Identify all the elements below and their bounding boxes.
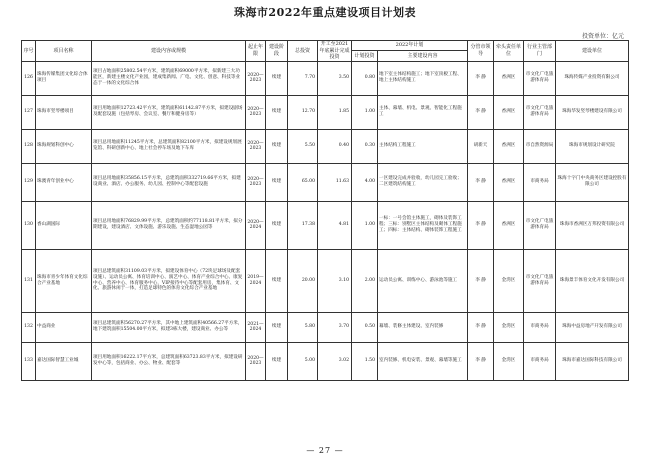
header-cumulative: 开工至2021年底累计完成投资 — [319, 41, 350, 60]
page-footer: — 27 — — [306, 446, 344, 455]
cell-leader: 李 静 — [468, 201, 494, 249]
table-row — [22, 61, 629, 95]
cell-name: 香山湖国际 — [36, 201, 92, 249]
cell-plan-content: 幕墙、装修主体建设、室内装修 — [378, 312, 468, 342]
header-stage: 建设阶段 — [266, 41, 288, 62]
cell-years: 2019—2024 — [246, 249, 266, 312]
cell-content: 项目用地面积12723.42平方米，建筑面积61142.87平方米，拟建设剧场及配套设施（包括琴房、会议室、餐厅和健身房等） — [92, 95, 246, 129]
cell-plan-invest: 1.00 — [352, 95, 378, 129]
cell-name: 珠海市青少年体育文化综合产业基地 — [36, 249, 92, 312]
cell-leader: 李 静 — [468, 163, 494, 201]
cell-leader: 李 静 — [468, 342, 494, 380]
project-table — [21, 40, 629, 381]
table-row — [22, 312, 629, 342]
cell-seq: 130 — [22, 201, 36, 249]
cell-district: 市商务局 — [524, 163, 556, 201]
cell-name: 嘉达国际智慧工业城 — [36, 342, 92, 380]
cell-seq: 131 — [22, 249, 36, 312]
cell-plan-content: 地下室主体结构施工；地下室顶板工程、地上主体结构施工 — [378, 61, 468, 95]
cell-stage: 续建 — [266, 312, 288, 342]
cell-owner: 珠海传媒产业投资有限公司 — [556, 61, 629, 95]
cell-stage: 续建 — [266, 163, 288, 201]
cell-years: 2020—2023 — [246, 95, 266, 129]
cell-cumulative: 4.81 — [318, 201, 352, 249]
cell-seq: 133 — [22, 342, 36, 380]
cell-stage: 续建 — [266, 129, 288, 163]
header-name: 项目名称 — [36, 41, 92, 62]
cell-leader: 胡新天 — [468, 129, 494, 163]
cell-plan-content: 主体、幕墙、机电、景观、智能化工程施工 — [378, 95, 468, 129]
cell-plan-content: 运动员公寓、训练中心、游泳池等施工 — [378, 249, 468, 312]
cell-dept: 香洲区 — [494, 201, 524, 249]
cell-owner: 珠海景丰体育文化开发有限公司 — [556, 249, 629, 312]
cell-leader: 李 静 — [468, 95, 494, 129]
cell-leader: 李 静 — [468, 249, 494, 312]
table-row — [22, 95, 629, 129]
cell-seq: 129 — [22, 163, 36, 201]
cell-content: 项目总建筑面积56270.27平方米，其中地上建筑面积40566.27平方米，地下建筑面积15504.00平方米，拟建3栋大楼，建设商业、办公等 — [92, 312, 246, 342]
cell-district: 市商务局 — [524, 312, 556, 342]
table-row — [22, 342, 629, 380]
cell-district: 市文化广电旅游体育局 — [524, 61, 556, 95]
header-plan-group: 2022年计划 — [352, 41, 468, 51]
cell-years: 2020—2024 — [246, 201, 266, 249]
cell-dept: 金湾区 — [494, 312, 524, 342]
table-row — [22, 163, 629, 201]
header-leader: 分管市领导 — [468, 41, 494, 62]
cell-years: 2020—2023 — [246, 61, 266, 95]
header-total: 总投资 — [288, 41, 318, 62]
cell-district: 市自然资源局 — [524, 129, 556, 163]
cell-plan-content: 一区建设完成并验收，幼儿园完工验收；二区建筑结构施工 — [378, 163, 468, 201]
cell-plan-content: 室内装修、机电安装、景观、幕墙等施工 — [378, 342, 468, 380]
cell-name: 中益商业 — [36, 312, 92, 342]
header-owner: 建设单位 — [556, 41, 629, 62]
cell-name: 珠澳青年创业中心 — [36, 163, 92, 201]
cell-owner: 珠海十字门中央商务区建设控股有限公司 — [556, 163, 629, 201]
cell-plan-content: 主体结构工程施工 — [378, 129, 468, 163]
cell-cumulative: 3.70 — [318, 312, 352, 342]
cell-cumulative: 3.50 — [318, 61, 352, 95]
cell-plan-invest: 4.00 — [352, 163, 378, 201]
header-plan-invest: 计划投资 — [352, 51, 378, 61]
cell-total: 5.50 — [288, 129, 318, 163]
cell-leader: 李 静 — [468, 61, 494, 95]
cell-plan-content: 一标：一号会馆主体施工，砌体及装饰工程；三标：别墅区主体结构及砌体工程施工；四标：主体结构、砌体装饰工程施工 — [378, 201, 468, 249]
cell-dept: 香洲区 — [494, 163, 524, 201]
cell-content: 项目总用地面积11245平方米，总建筑面积82100平方米，拟建设规划展览馆、科研创新中心、地上社会停车场及地下车库 — [92, 129, 246, 163]
cell-years: 2020—2023 — [246, 163, 266, 201]
cell-total: 12.70 — [288, 95, 318, 129]
cell-years: 2021—2024 — [246, 312, 266, 342]
cell-plan-invest: 1.50 — [352, 342, 378, 380]
cell-plan-invest: 0.80 — [352, 61, 378, 95]
cell-dept: 金湾区 — [494, 249, 524, 312]
cell-stage: 续建 — [266, 201, 288, 249]
cell-plan-invest: 2.00 — [352, 249, 378, 312]
cell-owner: 珠海中益房地产开发有限公司 — [556, 312, 629, 342]
cell-owner: 珠海华发竖琴楼建设有限公司 — [556, 95, 629, 129]
cell-seq: 126 — [22, 61, 36, 95]
cell-years: 2020—2023 — [246, 342, 266, 380]
cell-cumulative: 0.40 — [318, 129, 352, 163]
cell-content: 项目总建筑面积31109.03平方米，拟建设体育中心（72块足球场及配套设施）、运动员公寓、体育培训中心、演艺中心、体育产业综合中心、康复中心、营养中心、体育服务中心，VIP接待中心等配套用房，集体育、文化、旅游休闲于一体，打造足球特色的体育文化综合产业基地 — [92, 249, 246, 312]
cell-name: 珠海传媒集团文化综合体项目 — [36, 61, 92, 95]
cell-dept: 香洲区 — [494, 129, 524, 163]
cell-plan-invest: 0.50 — [352, 312, 378, 342]
unit-label: 投资单位：亿元 — [581, 33, 624, 40]
cell-content: 项目用地面积16222.17平方米，总建筑面积63723.83平方米，拟建设研发中心等，包括商业、办公、物业、配套等 — [92, 342, 246, 380]
table-row — [22, 201, 629, 249]
cell-cumulative: 3.10 — [318, 249, 352, 312]
cell-seq: 128 — [22, 129, 36, 163]
cell-total: 7.70 — [288, 61, 318, 95]
cell-total: 5.00 — [288, 342, 318, 380]
cell-total: 17.38 — [288, 201, 318, 249]
page-title: 珠海市2022年重点建设项目计划表 — [233, 6, 417, 19]
cell-name: 珠海市竖琴楼项目 — [36, 95, 92, 129]
cell-district: 市文化广电旅游体育局 — [524, 201, 556, 249]
cell-cumulative: 3.02 — [318, 342, 352, 380]
cell-plan-invest: 0.30 — [352, 129, 378, 163]
table-row — [22, 249, 629, 312]
cell-years: 2020—2023 — [246, 129, 266, 163]
cell-stage: 续建 — [266, 342, 288, 380]
cell-plan-invest: 1.00 — [352, 201, 378, 249]
cell-dept: 金湾区 — [494, 342, 524, 380]
cell-stage: 续建 — [266, 95, 288, 129]
cell-content: 项目占地面积25802.54平方米，建筑面积69000平方米，拟新建三大功能区，新建主楼文化产业园，建成集新闻、广电、文化、创意、科技等业态于一体的文化综合体 — [92, 61, 246, 95]
cell-owner: 珠海市香洲区万邦投资有限公司 — [556, 201, 629, 249]
cell-stage: 续建 — [266, 61, 288, 95]
cell-seq: 127 — [22, 95, 36, 129]
cell-total: 20.00 — [288, 249, 318, 312]
cell-district: 市商务局 — [524, 342, 556, 380]
header-plan-content: 主要建设内容 — [378, 51, 468, 61]
table-row — [22, 129, 629, 163]
cell-owner: 珠海市规划设计研究院 — [556, 129, 629, 163]
cell-content: 项目总用地面积35856.15平方米，总建筑面积332719.66平方米，拟建设商业、酒店、办公服务、幼儿园、控制中心等配套设施 — [92, 163, 246, 201]
cell-content: 项目总用地面积76829.99平方米，总建筑面积约77118.81平方米，拟分期建设，建设酒店、文体设施、游乐设施、生态湿地公园等 — [92, 201, 246, 249]
cell-cumulative: 11.63 — [318, 163, 352, 201]
cell-seq: 132 — [22, 312, 36, 342]
header-district: 行业主管部门 — [524, 41, 556, 62]
cell-dept: 香洲区 — [494, 95, 524, 129]
cell-district: 市文化广电旅游体育局 — [524, 249, 556, 312]
header-seq: 序号 — [22, 41, 36, 62]
cell-owner: 珠海市嘉达国际科技有限公司 — [556, 342, 629, 380]
cell-district: 市文化广电旅游体育局 — [524, 95, 556, 129]
cell-dept: 香洲区 — [494, 61, 524, 95]
cell-total: 5.80 — [288, 312, 318, 342]
cell-cumulative: 1.85 — [318, 95, 352, 129]
header-content: 建设内容或规模 — [92, 41, 246, 62]
cell-name: 珠海规划科创中心 — [36, 129, 92, 163]
cell-leader: 李 静 — [468, 312, 494, 342]
header-dept: 牵头责任单位 — [494, 41, 524, 62]
cell-total: 65.00 — [288, 163, 318, 201]
header-years: 起止年限 — [246, 41, 266, 62]
cell-stage: 续建 — [266, 249, 288, 312]
